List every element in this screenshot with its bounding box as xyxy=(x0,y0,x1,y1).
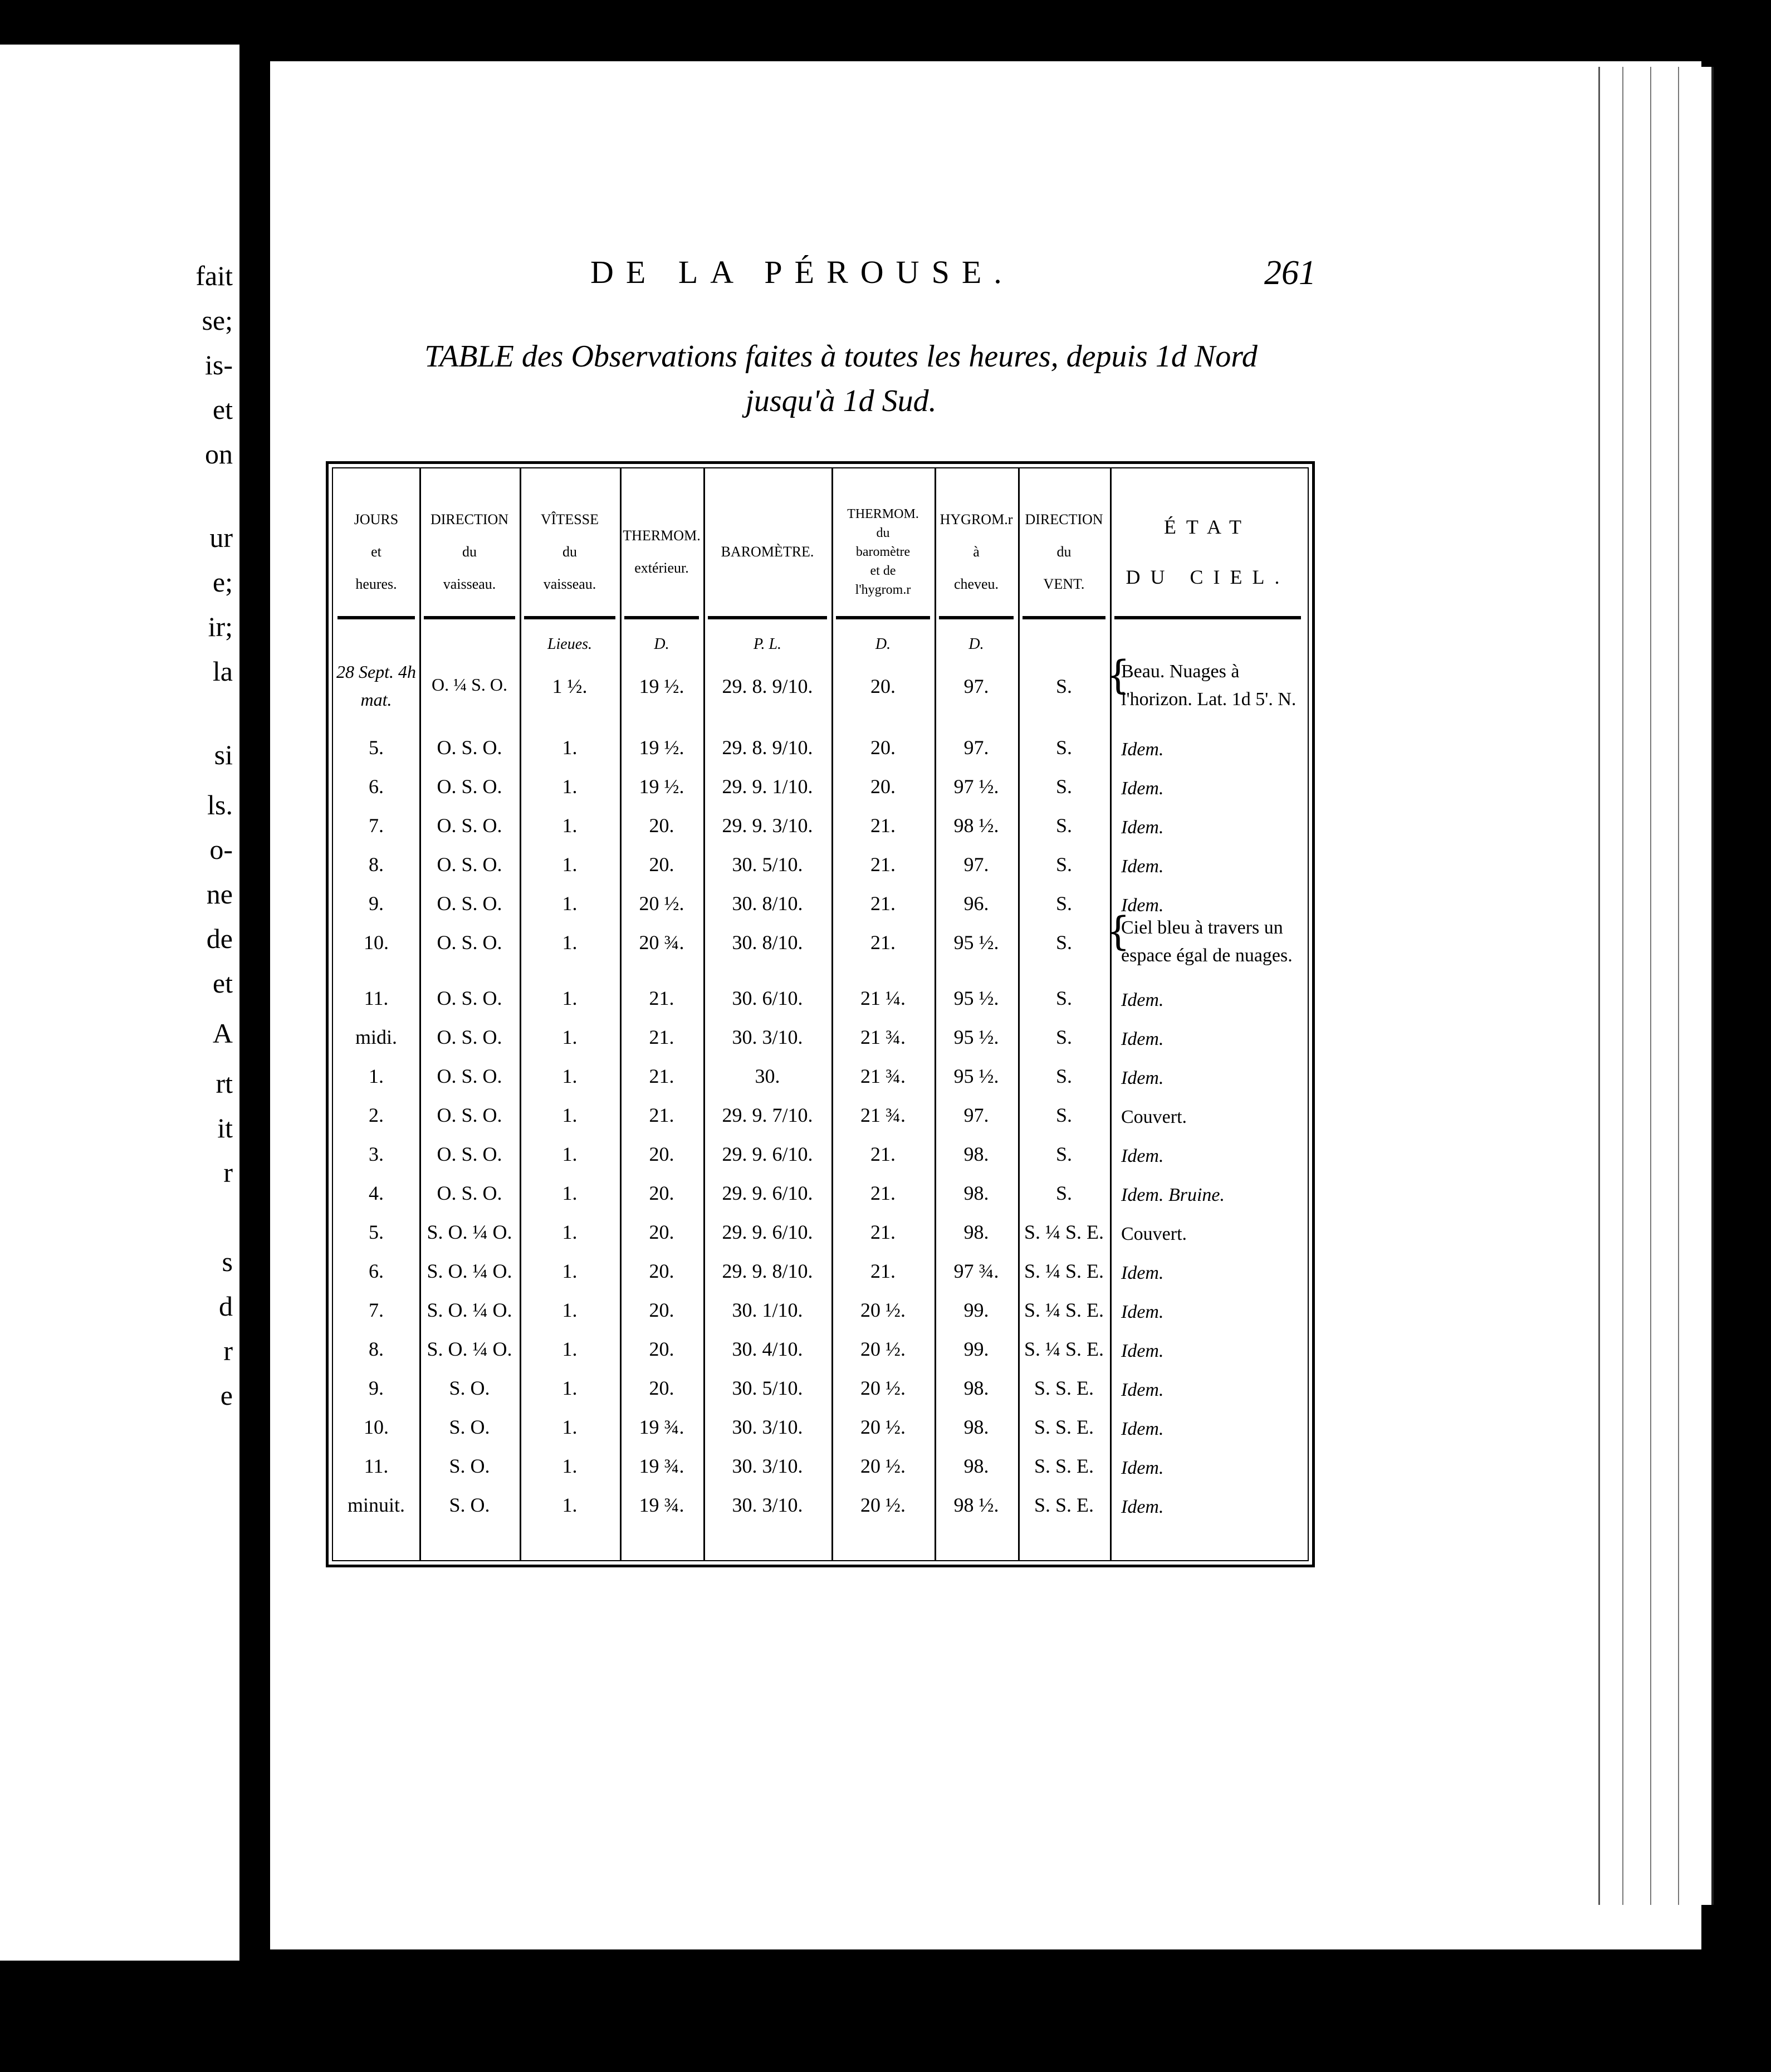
cell-thermom-baro: 21. xyxy=(870,931,896,954)
cell-vent: S. xyxy=(1055,675,1073,697)
cell-thermom-baro: 21 ¾. xyxy=(860,1065,906,1087)
cell-heure: 8. xyxy=(369,1338,384,1360)
cell-hygrom: 98. xyxy=(963,1143,989,1165)
cell-thermom: 19 ¾. xyxy=(639,1416,684,1438)
cell-thermom: 20. xyxy=(649,853,674,876)
left-page-text-fragment: r xyxy=(223,1335,233,1366)
header-line: vaisseau. xyxy=(443,576,496,592)
cell-thermom-baro: 20 ½. xyxy=(860,1455,906,1477)
header-line: à xyxy=(973,544,980,560)
cell-thermom: 20. xyxy=(649,1338,674,1360)
cell-vent: S. ¼ S. E. xyxy=(1024,1260,1104,1282)
cell-etat: Couvert. xyxy=(1121,1107,1187,1127)
cell-hygrom: 98. xyxy=(963,1416,989,1438)
header-underline xyxy=(708,616,827,619)
cell-direction: O. S. O. xyxy=(437,1143,502,1165)
header-line: du xyxy=(1056,544,1072,560)
cell-thermom-baro: 21. xyxy=(870,892,896,915)
cell-vitesse: 1. xyxy=(562,814,578,837)
cell-vitesse: 1. xyxy=(562,1026,578,1048)
cell-vitesse: 1 ½. xyxy=(552,675,588,697)
cell-barometre: 29. 8. 9/10. xyxy=(722,736,813,759)
cell-barometre: 29. 9. 3/10. xyxy=(722,814,813,837)
direction-vent-header xyxy=(1020,480,1108,624)
cell-thermom-baro: 21. xyxy=(870,1221,896,1243)
direction-vaisseau-header xyxy=(422,480,517,624)
cell-barometre: 30. 1/10. xyxy=(732,1299,803,1321)
header-line: l'hygrom.r xyxy=(855,583,911,597)
cell-direction: O. S. O. xyxy=(437,892,502,915)
cell-vent: S. S. E. xyxy=(1034,1416,1094,1438)
cell-hygrom: 98. xyxy=(963,1455,989,1477)
cell-heure: 10. xyxy=(364,931,389,954)
header-line: DIRECTION xyxy=(430,511,509,527)
cell-heure: 3. xyxy=(369,1143,384,1165)
left-page-text-fragment: A xyxy=(212,1018,233,1049)
left-page-text-fragment: e; xyxy=(212,566,233,598)
cell-thermom: 20 ¾. xyxy=(639,931,684,954)
cell-barometre: 29. 9. 6/10. xyxy=(722,1143,813,1165)
cell-vitesse: 1. xyxy=(562,892,578,915)
cell-direction: O. S. O. xyxy=(437,775,502,798)
cell-thermom: 21. xyxy=(649,987,674,1009)
cell-vitesse: 1. xyxy=(562,1182,578,1204)
cell-direction: S. O. ¼ O. xyxy=(427,1299,512,1321)
cell-thermom: 21. xyxy=(649,1026,674,1048)
header-line: THERMOM. xyxy=(623,527,701,544)
cell-thermom: 20. xyxy=(649,1182,674,1204)
cell-thermom-baro: 20. xyxy=(870,775,896,798)
thermom-baro-header xyxy=(834,480,932,624)
header-line: THERMOM. xyxy=(847,507,919,521)
cell-barometre: 30. 5/10. xyxy=(732,1377,803,1399)
cell-etat: Idem. xyxy=(1121,895,1164,916)
cell-vent: S. xyxy=(1055,853,1073,876)
cell-hygrom: 95 ½. xyxy=(953,987,999,1009)
cell-vent: S. xyxy=(1055,1104,1073,1126)
cell-vitesse: 1. xyxy=(562,1260,578,1282)
header-line: VÎTESSE xyxy=(541,511,599,527)
cell-heure: 10. xyxy=(364,1416,389,1438)
unit-label: D. xyxy=(875,636,891,653)
cell-thermom: 20. xyxy=(649,1260,674,1282)
cell-vent: S. xyxy=(1055,1143,1073,1165)
header-line: DIRECTION xyxy=(1025,511,1103,527)
header-underline xyxy=(836,616,930,619)
header-line: DU CIEL. xyxy=(1126,566,1290,588)
header-underline xyxy=(524,616,615,619)
cell-thermom-baro: 21 ¼. xyxy=(860,987,906,1009)
cell-thermom-baro: 21 ¾. xyxy=(860,1026,906,1048)
edge-line xyxy=(1650,67,1651,1905)
cell-thermom-baro: 20 ½. xyxy=(860,1377,906,1399)
cell-etat: Idem. xyxy=(1121,1380,1164,1400)
cell-vitesse: 1. xyxy=(562,1104,578,1126)
table-title-line-1: TABLE des Observations faites à toutes les heures, depuis 1d Nord xyxy=(424,339,1258,374)
cell-vitesse: 1. xyxy=(562,1065,578,1087)
cell-hygrom: 97. xyxy=(963,853,989,876)
left-page-text-fragment: ne xyxy=(206,878,233,910)
cell-vent: S. S. E. xyxy=(1034,1377,1094,1399)
cell-etat: Idem. xyxy=(1121,1419,1164,1439)
cell-thermom: 21. xyxy=(649,1104,674,1126)
page-number: 261 xyxy=(1264,254,1316,292)
cell-hygrom: 98. xyxy=(963,1221,989,1243)
cell-vent: S. xyxy=(1055,1182,1073,1204)
header-line: et xyxy=(371,544,381,560)
cell-hygrom: 98 ½. xyxy=(953,1494,999,1516)
cell-direction: O. S. O. xyxy=(437,987,502,1009)
book-gutter xyxy=(239,45,270,1983)
left-page-text-fragment: ir; xyxy=(208,611,233,642)
left-page-text-fragment: se; xyxy=(202,305,233,336)
left-page-text-fragment: s xyxy=(222,1246,233,1277)
cell-etat: Idem. Bruine. xyxy=(1121,1185,1225,1205)
left-page-text-fragment: si xyxy=(214,739,233,770)
header-line: du xyxy=(562,544,577,560)
cell-thermom-baro: 20. xyxy=(870,736,896,759)
unit-label: D. xyxy=(968,636,984,653)
table-inner-frame xyxy=(332,467,1309,1561)
cell-heure: 11. xyxy=(364,987,389,1009)
cell-thermom: 19 ½. xyxy=(639,736,684,759)
cell-direction: O. S. O. xyxy=(437,814,502,837)
cell-vent: S. xyxy=(1055,1026,1073,1048)
cell-etat: Idem. xyxy=(1121,1497,1164,1517)
left-page-text-fragment: rt xyxy=(216,1068,233,1099)
cell-barometre: 29. 9. 6/10. xyxy=(722,1221,813,1243)
cell-thermom: 19 ¾. xyxy=(639,1455,684,1477)
cell-etat: Couvert. xyxy=(1121,1224,1187,1244)
cell-barometre: 29. 9. 6/10. xyxy=(722,1182,813,1204)
cell-hygrom: 97. xyxy=(963,1104,989,1126)
left-page-text-fragment: e xyxy=(220,1380,233,1411)
cell-etat: Ciel bleu à travers un espace égal de nuages. xyxy=(1121,917,1293,966)
cell-vent: S. xyxy=(1055,1065,1073,1087)
jours-header xyxy=(335,480,417,624)
brace-icon: { xyxy=(1105,908,1131,954)
cell-hygrom: 97. xyxy=(963,736,989,759)
left-page xyxy=(0,45,239,1961)
header-line: du xyxy=(876,526,890,540)
header-underline xyxy=(1114,616,1301,619)
cell-heure: 28 Sept. 4h mat. xyxy=(336,662,417,710)
header-line: JOURS xyxy=(354,511,399,527)
cell-thermom: 19 ½. xyxy=(639,775,684,798)
unit-label: P. L. xyxy=(753,636,782,653)
header-line: baromètre xyxy=(855,545,911,559)
cell-etat: Idem. xyxy=(1121,778,1164,799)
cell-thermom: 20. xyxy=(649,1221,674,1243)
cell-etat: Idem. xyxy=(1121,739,1164,760)
vitesse-header xyxy=(522,480,618,624)
cell-thermom-baro: 20 ½. xyxy=(860,1494,906,1516)
cell-thermom-baro: 21. xyxy=(870,1143,896,1165)
header-line: BAROMÈTRE. xyxy=(721,544,814,560)
header-line: et de xyxy=(870,564,896,578)
cell-etat: Idem. xyxy=(1121,1458,1164,1478)
cell-heure: 7. xyxy=(369,814,384,837)
cell-vent: S. xyxy=(1055,814,1073,837)
cell-heure: 6. xyxy=(369,1260,384,1282)
cell-etat: Idem. xyxy=(1121,1302,1164,1322)
cell-thermom-baro: 21 ¾. xyxy=(860,1104,906,1126)
cell-direction: S. O. ¼ O. xyxy=(427,1338,512,1360)
header-line: heures. xyxy=(355,576,397,592)
cell-barometre: 29. 8. 9/10. xyxy=(722,675,813,697)
cell-hygrom: 99. xyxy=(963,1338,989,1360)
cell-etat: Idem. xyxy=(1121,1068,1164,1088)
cell-barometre: 29. 9. 7/10. xyxy=(722,1104,813,1126)
left-page-text-fragment: ls. xyxy=(207,789,233,820)
cell-direction: O. S. O. xyxy=(437,853,502,876)
cell-vitesse: 1. xyxy=(562,1143,578,1165)
cell-heure: 9. xyxy=(369,892,384,915)
cell-vent: S. xyxy=(1055,987,1073,1009)
left-page-text-fragment: de xyxy=(206,923,233,954)
cell-thermom-baro: 20 ½. xyxy=(860,1416,906,1438)
cell-heure: 4. xyxy=(369,1182,384,1204)
header-line: extérieur. xyxy=(634,560,689,576)
brace-icon: { xyxy=(1105,652,1131,698)
left-page-text-fragment: et xyxy=(212,967,233,999)
cell-barometre: 30. 8/10. xyxy=(732,931,803,954)
cell-vent: S. S. E. xyxy=(1034,1494,1094,1516)
cell-vent: S. ¼ S. E. xyxy=(1024,1221,1104,1243)
cell-vitesse: 1. xyxy=(562,853,578,876)
barometre-header xyxy=(706,480,829,624)
left-page-text-fragment: o- xyxy=(209,834,233,865)
cell-barometre: 29. 9. 1/10. xyxy=(722,775,813,798)
cell-barometre: 30. xyxy=(755,1065,780,1087)
cell-thermom-baro: 20 ½. xyxy=(860,1338,906,1360)
cell-vitesse: 1. xyxy=(562,987,578,1009)
cell-thermom: 21. xyxy=(649,1065,674,1087)
cell-hygrom: 98. xyxy=(963,1377,989,1399)
cell-direction: S. O. xyxy=(449,1494,490,1516)
left-page-text-fragment: it xyxy=(217,1112,233,1143)
left-page-text-fragment: is- xyxy=(205,349,233,380)
cell-hygrom: 97 ½. xyxy=(953,775,999,798)
observation-table xyxy=(326,461,1315,1567)
left-page-text-fragment: fait xyxy=(195,260,233,291)
cell-thermom-baro: 20. xyxy=(870,675,896,697)
header-underline xyxy=(624,616,699,619)
cell-etat: Idem. xyxy=(1121,1029,1164,1049)
cell-direction: O. S. O. xyxy=(437,1026,502,1048)
cell-thermom-baro: 21. xyxy=(870,1182,896,1204)
cell-hygrom: 98 ½. xyxy=(953,814,999,837)
cell-direction: O. S. O. xyxy=(437,1065,502,1087)
header-line: HYGROM.r xyxy=(940,511,1013,527)
table-title-line-2: jusqu'à 1d Sud. xyxy=(745,384,937,418)
cell-direction: O. S. O. xyxy=(437,1104,502,1126)
cell-vitesse: 1. xyxy=(562,1377,578,1399)
cell-etat: Idem. xyxy=(1121,1146,1164,1166)
cell-vitesse: 1. xyxy=(562,1416,578,1438)
cell-vent: S. xyxy=(1055,892,1073,915)
cell-direction: O. S. O. xyxy=(437,931,502,954)
cell-barometre: 30. 5/10. xyxy=(732,853,803,876)
cell-direction: S. O. xyxy=(449,1416,490,1438)
header-underline xyxy=(424,616,515,619)
header-line: du xyxy=(462,544,477,560)
unit-label: Lieues. xyxy=(547,636,593,653)
cell-etat: Beau. Nuages à l'horizon. Lat. 1d 5'. N. xyxy=(1121,661,1297,710)
cell-hygrom: 99. xyxy=(963,1299,989,1321)
cell-vent: S. xyxy=(1055,775,1073,798)
cell-vitesse: 1. xyxy=(562,1221,578,1243)
left-page-text-fragment: on xyxy=(205,438,233,470)
cell-barometre: 29. 9. 8/10. xyxy=(722,1260,813,1282)
edge-line xyxy=(1622,67,1623,1905)
left-page-text-fragment: et xyxy=(212,394,233,425)
cell-heure: 2. xyxy=(369,1104,384,1126)
cell-vitesse: 1. xyxy=(562,1494,578,1516)
unit-label: D. xyxy=(654,636,669,653)
header-underline xyxy=(337,616,415,619)
cell-vitesse: 1. xyxy=(562,1338,578,1360)
cell-etat: Idem. xyxy=(1121,856,1164,877)
cell-hygrom: 95 ½. xyxy=(953,1026,999,1048)
cell-thermom: 19 ½. xyxy=(639,675,684,697)
cell-vent: S. ¼ S. E. xyxy=(1024,1338,1104,1360)
cell-heure: midi. xyxy=(355,1026,397,1048)
header-line: vaisseau. xyxy=(543,576,596,592)
cell-thermom: 20. xyxy=(649,1299,674,1321)
cell-hygrom: 97 ¾. xyxy=(953,1260,999,1282)
hygrom-header xyxy=(937,480,1016,624)
cell-heure: 8. xyxy=(369,853,384,876)
cell-thermom-baro: 20 ½. xyxy=(860,1299,906,1321)
left-page-text-fragment: r xyxy=(223,1157,233,1188)
header-underline xyxy=(1023,616,1105,619)
cell-etat: Idem. xyxy=(1121,817,1164,838)
cell-barometre: 30. 8/10. xyxy=(732,892,803,915)
left-page-text-fragment: d xyxy=(219,1291,233,1322)
cell-hygrom: 95 ½. xyxy=(953,931,999,954)
etat-header xyxy=(1112,480,1303,624)
cell-hygrom: 97. xyxy=(963,675,989,697)
cell-thermom: 20 ½. xyxy=(639,892,684,915)
running-head: DE LA PÉROUSE. xyxy=(590,254,1014,290)
cell-barometre: 30. 4/10. xyxy=(732,1338,803,1360)
cell-thermom-baro: 21. xyxy=(870,853,896,876)
header-line: VENT. xyxy=(1043,576,1085,592)
cell-heure: minuit. xyxy=(347,1494,405,1516)
cell-direction: O. S. O. xyxy=(437,1182,502,1204)
cell-vent: S. xyxy=(1055,736,1073,759)
cell-hygrom: 98. xyxy=(963,1182,989,1204)
cell-vitesse: 1. xyxy=(562,1299,578,1321)
cell-barometre: 30. 3/10. xyxy=(732,1455,803,1477)
cell-vent: S. ¼ S. E. xyxy=(1024,1299,1104,1321)
cell-vitesse: 1. xyxy=(562,931,578,954)
cell-thermom: 20. xyxy=(649,1143,674,1165)
cell-thermom-baro: 21. xyxy=(870,1260,896,1282)
thermom-ext-header xyxy=(622,480,701,624)
cell-heure: 11. xyxy=(364,1455,389,1477)
cell-direction: S. O. ¼ O. xyxy=(427,1221,512,1243)
cell-heure: 5. xyxy=(369,1221,384,1243)
cell-vent: S. xyxy=(1055,931,1073,954)
cell-hygrom: 95 ½. xyxy=(953,1065,999,1087)
header-underline xyxy=(939,616,1014,619)
cell-heure: 6. xyxy=(369,775,384,798)
cell-direction: S. O. xyxy=(449,1377,490,1399)
edge-line xyxy=(1678,67,1679,1905)
cell-thermom-baro: 21. xyxy=(870,814,896,837)
cell-thermom: 20. xyxy=(649,1377,674,1399)
cell-hygrom: 96. xyxy=(963,892,989,915)
cell-direction: O. S. O. xyxy=(437,736,502,759)
left-page-text-fragment: ur xyxy=(209,522,233,553)
cell-vitesse: 1. xyxy=(562,1455,578,1477)
cell-thermom: 19 ¾. xyxy=(639,1494,684,1516)
header-line: cheveu. xyxy=(953,576,999,592)
table-title xyxy=(334,334,1348,423)
cell-direction: O. ¼ S. O. xyxy=(431,675,507,695)
cell-thermom: 20. xyxy=(649,814,674,837)
cell-barometre: 30. 3/10. xyxy=(732,1494,803,1516)
cell-vitesse: 1. xyxy=(562,736,578,759)
column-rule xyxy=(1110,468,1112,1560)
cell-etat: Idem. xyxy=(1121,1263,1164,1283)
cell-barometre: 30. 6/10. xyxy=(732,987,803,1009)
page-edges xyxy=(1598,67,1714,1905)
cell-direction: S. O. ¼ O. xyxy=(427,1260,512,1282)
cell-etat: Idem. xyxy=(1121,990,1164,1010)
left-page-text-fragment: la xyxy=(212,656,233,687)
cell-vitesse: 1. xyxy=(562,775,578,798)
header-line: ÉTAT xyxy=(1163,516,1252,538)
cell-heure: 9. xyxy=(369,1377,384,1399)
cell-heure: 7. xyxy=(369,1299,384,1321)
cell-barometre: 30. 3/10. xyxy=(732,1026,803,1048)
cell-heure: 5. xyxy=(369,736,384,759)
cell-direction: S. O. xyxy=(449,1455,490,1477)
cell-barometre: 30. 3/10. xyxy=(732,1416,803,1438)
cell-etat: Idem. xyxy=(1121,1341,1164,1361)
cell-heure: 1. xyxy=(369,1065,384,1087)
cell-vent: S. S. E. xyxy=(1034,1455,1094,1477)
